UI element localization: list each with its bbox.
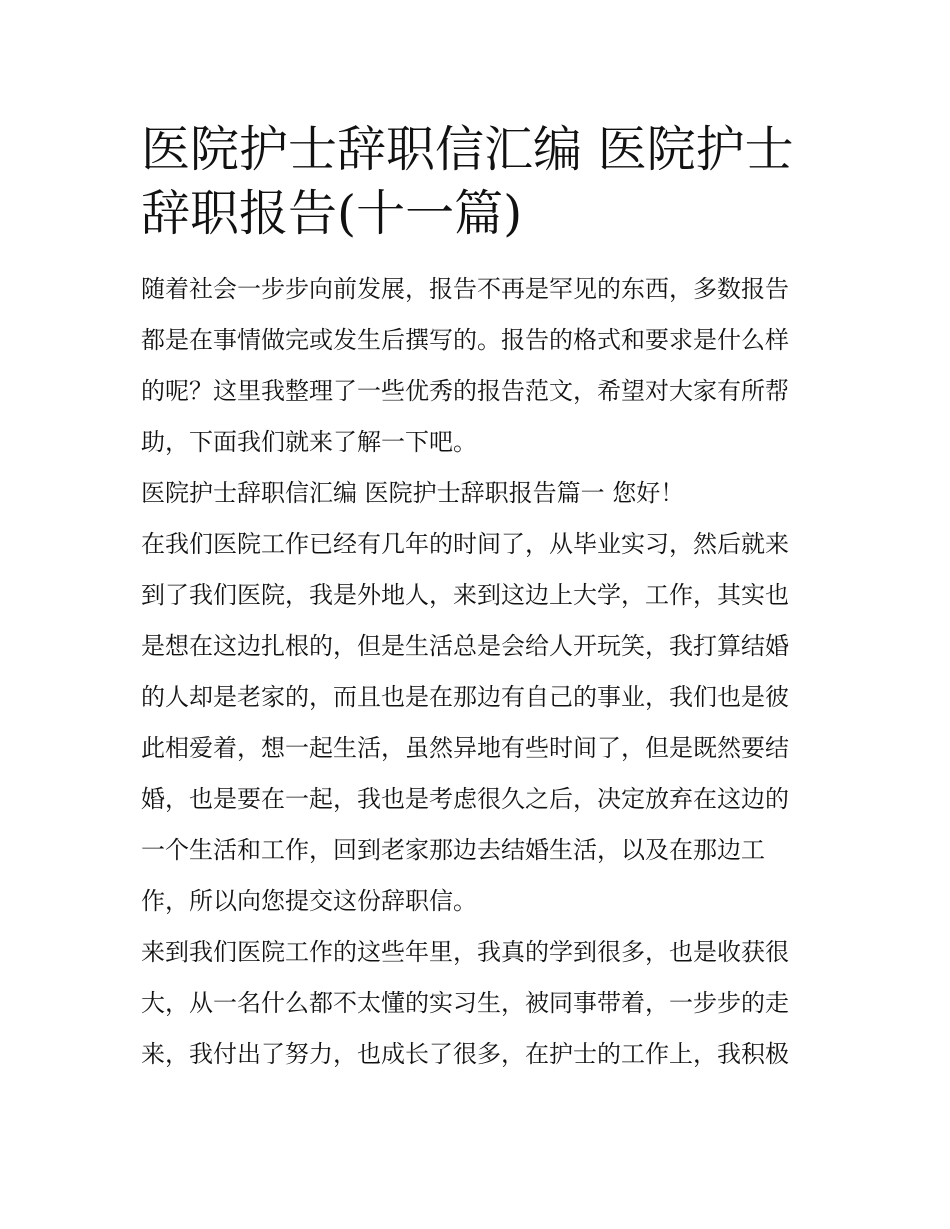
- document-title: [141, 118, 816, 246]
- text-line: 助，下面我们就来了解一下吧。: [141, 428, 477, 456]
- text-line: 此相爱着，想一起生活，虽然异地有些时间了，但是既然要结: [141, 734, 789, 762]
- body-paragraph: [141, 519, 816, 927]
- text-line: 来，我付出了努力，也成长了很多，在护士的工作上，我积极: [141, 1040, 789, 1068]
- title-line: 医院护士辞职信汇编 医院护士: [141, 121, 794, 178]
- body-paragraph: [141, 927, 816, 1080]
- text-line: 是想在这边扎根的，但是生活总是会给人开玩笑，我打算结婚: [141, 632, 789, 660]
- text-line: 一个生活和工作，回到老家那边去结婚生活，以及在那边工: [141, 836, 765, 864]
- text-line: 大，从一名什么都不太懂的实习生，被同事带着，一步步的走: [141, 989, 789, 1017]
- text-line: 作，所以向您提交这份辞职信。: [141, 887, 477, 915]
- section-heading-paragraph: [141, 468, 816, 519]
- text-line: 的呢？这里我整理了一些优秀的报告范文，希望对大家有所帮: [141, 377, 789, 405]
- text-line: 的人却是老家的，而且也是在那边有自己的事业，我们也是彼: [141, 683, 789, 711]
- text-line: 到了我们医院，我是外地人，来到这边上大学，工作，其实也: [141, 581, 789, 609]
- intro-paragraph: [141, 264, 816, 468]
- title-line: 辞职报告(十一篇): [141, 185, 523, 242]
- text-line: 婚，也是要在一起，我也是考虑很久之后，决定放弃在这边的: [141, 785, 789, 813]
- text-line: 随着社会一步步向前发展，报告不再是罕见的东西，多数报告: [141, 275, 789, 303]
- text-line: 来到我们医院工作的这些年里，我真的学到很多，也是收获很: [141, 938, 789, 966]
- text-line: 医院护士辞职信汇编 医院护士辞职报告篇一 您好！: [141, 479, 685, 507]
- document-body: [141, 118, 816, 1080]
- text-line: 都是在事情做完或发生后撰写的。报告的格式和要求是什么样: [141, 326, 789, 354]
- text-line: 在我们医院工作已经有几年的时间了，从毕业实习，然后就来: [141, 530, 789, 558]
